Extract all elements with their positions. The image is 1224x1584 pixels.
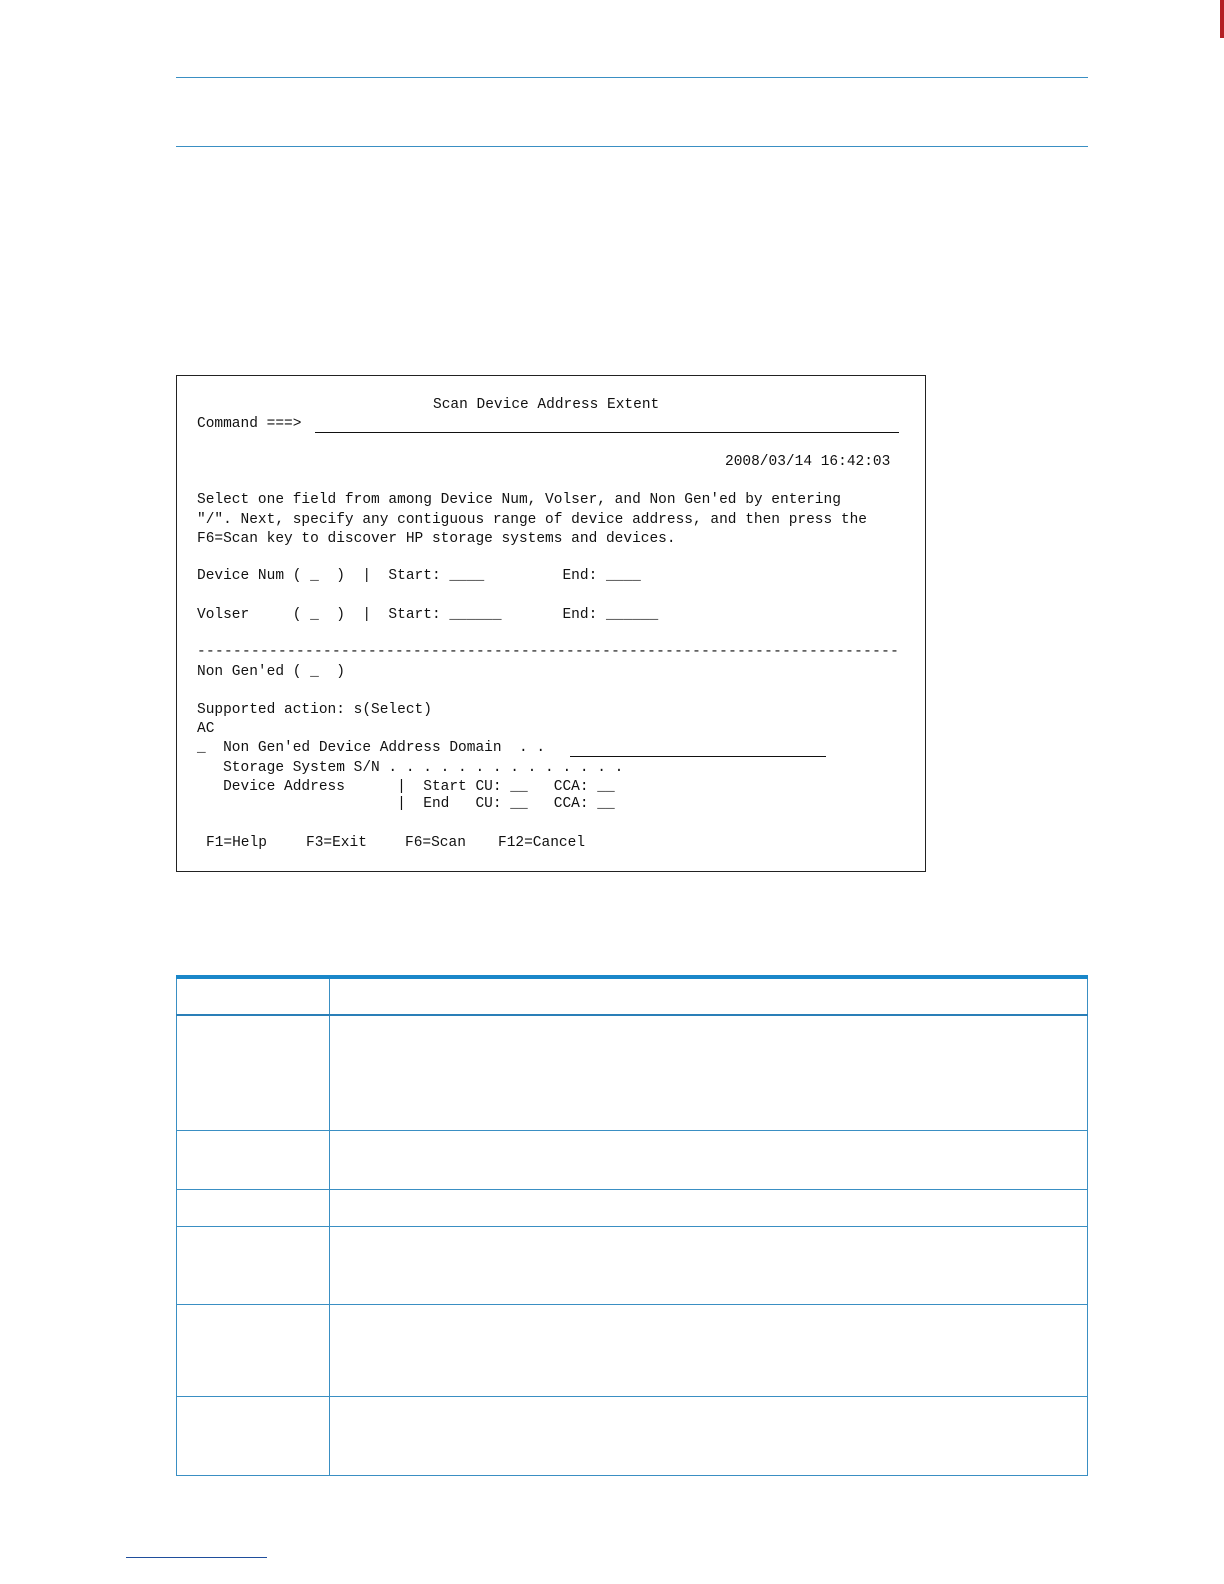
supported-action: Supported action: s(Select) [197,702,432,718]
f1-help-key[interactable]: F1=Help [206,835,267,851]
device-address-start-row[interactable]: Device Address | Start CU: __ CCA: __ [197,779,615,795]
table-row [176,1304,1088,1305]
terminal-screen [176,375,926,872]
table-row [176,1130,1088,1131]
domain-row[interactable]: _ Non Gen'ed Device Address Domain . . [197,740,546,756]
f3-exit-key[interactable]: F3=Exit [306,835,367,851]
command-label: Command ===> [197,416,302,432]
f6-scan-key[interactable]: F6=Scan [405,835,466,851]
table-column-divider [329,979,330,1476]
footer-link-underline[interactable] [126,1557,267,1558]
header-rule-bottom [176,146,1088,147]
f12-cancel-key[interactable]: F12=Cancel [498,835,586,851]
page-edge-stripe [1220,0,1224,38]
device-num-row[interactable]: Device Num ( _ ) | Start: ____ End: ____ [197,568,641,584]
non-gen-row[interactable]: Non Gen'ed ( _ ) [197,664,345,680]
screen-title: Scan Device Address Extent [433,397,660,413]
command-input[interactable] [315,432,899,433]
timestamp: 2008/03/14 16:42:03 [725,454,891,470]
ac-header: AC [197,721,215,737]
table-header-divider [176,1014,1088,1016]
separator-line: ------------------------------------------------------------------------------ [197,644,900,660]
instruction-line-2: "/". Next, specify any contiguous range of device address, and then press the [197,512,868,528]
device-address-end-row[interactable]: | End CU: __ CCA: __ [197,796,615,812]
volser-row[interactable]: Volser ( _ ) | Start: ______ End: ______ [197,607,659,623]
instruction-line-1: Select one field from among Device Num, Volser, and Non Gen'ed by entering [197,492,841,508]
domain-input[interactable] [570,756,826,757]
header-rule-top [176,77,1088,78]
table-row [176,1226,1088,1227]
storage-system-row: Storage System S/N . . . . . . . . . . . . . . [197,760,624,776]
instruction-line-3: F6=Scan key to discover HP storage systems and devices. [197,531,676,547]
table-row [176,1189,1088,1190]
table-row [176,1396,1088,1397]
description-table [176,979,1088,1476]
